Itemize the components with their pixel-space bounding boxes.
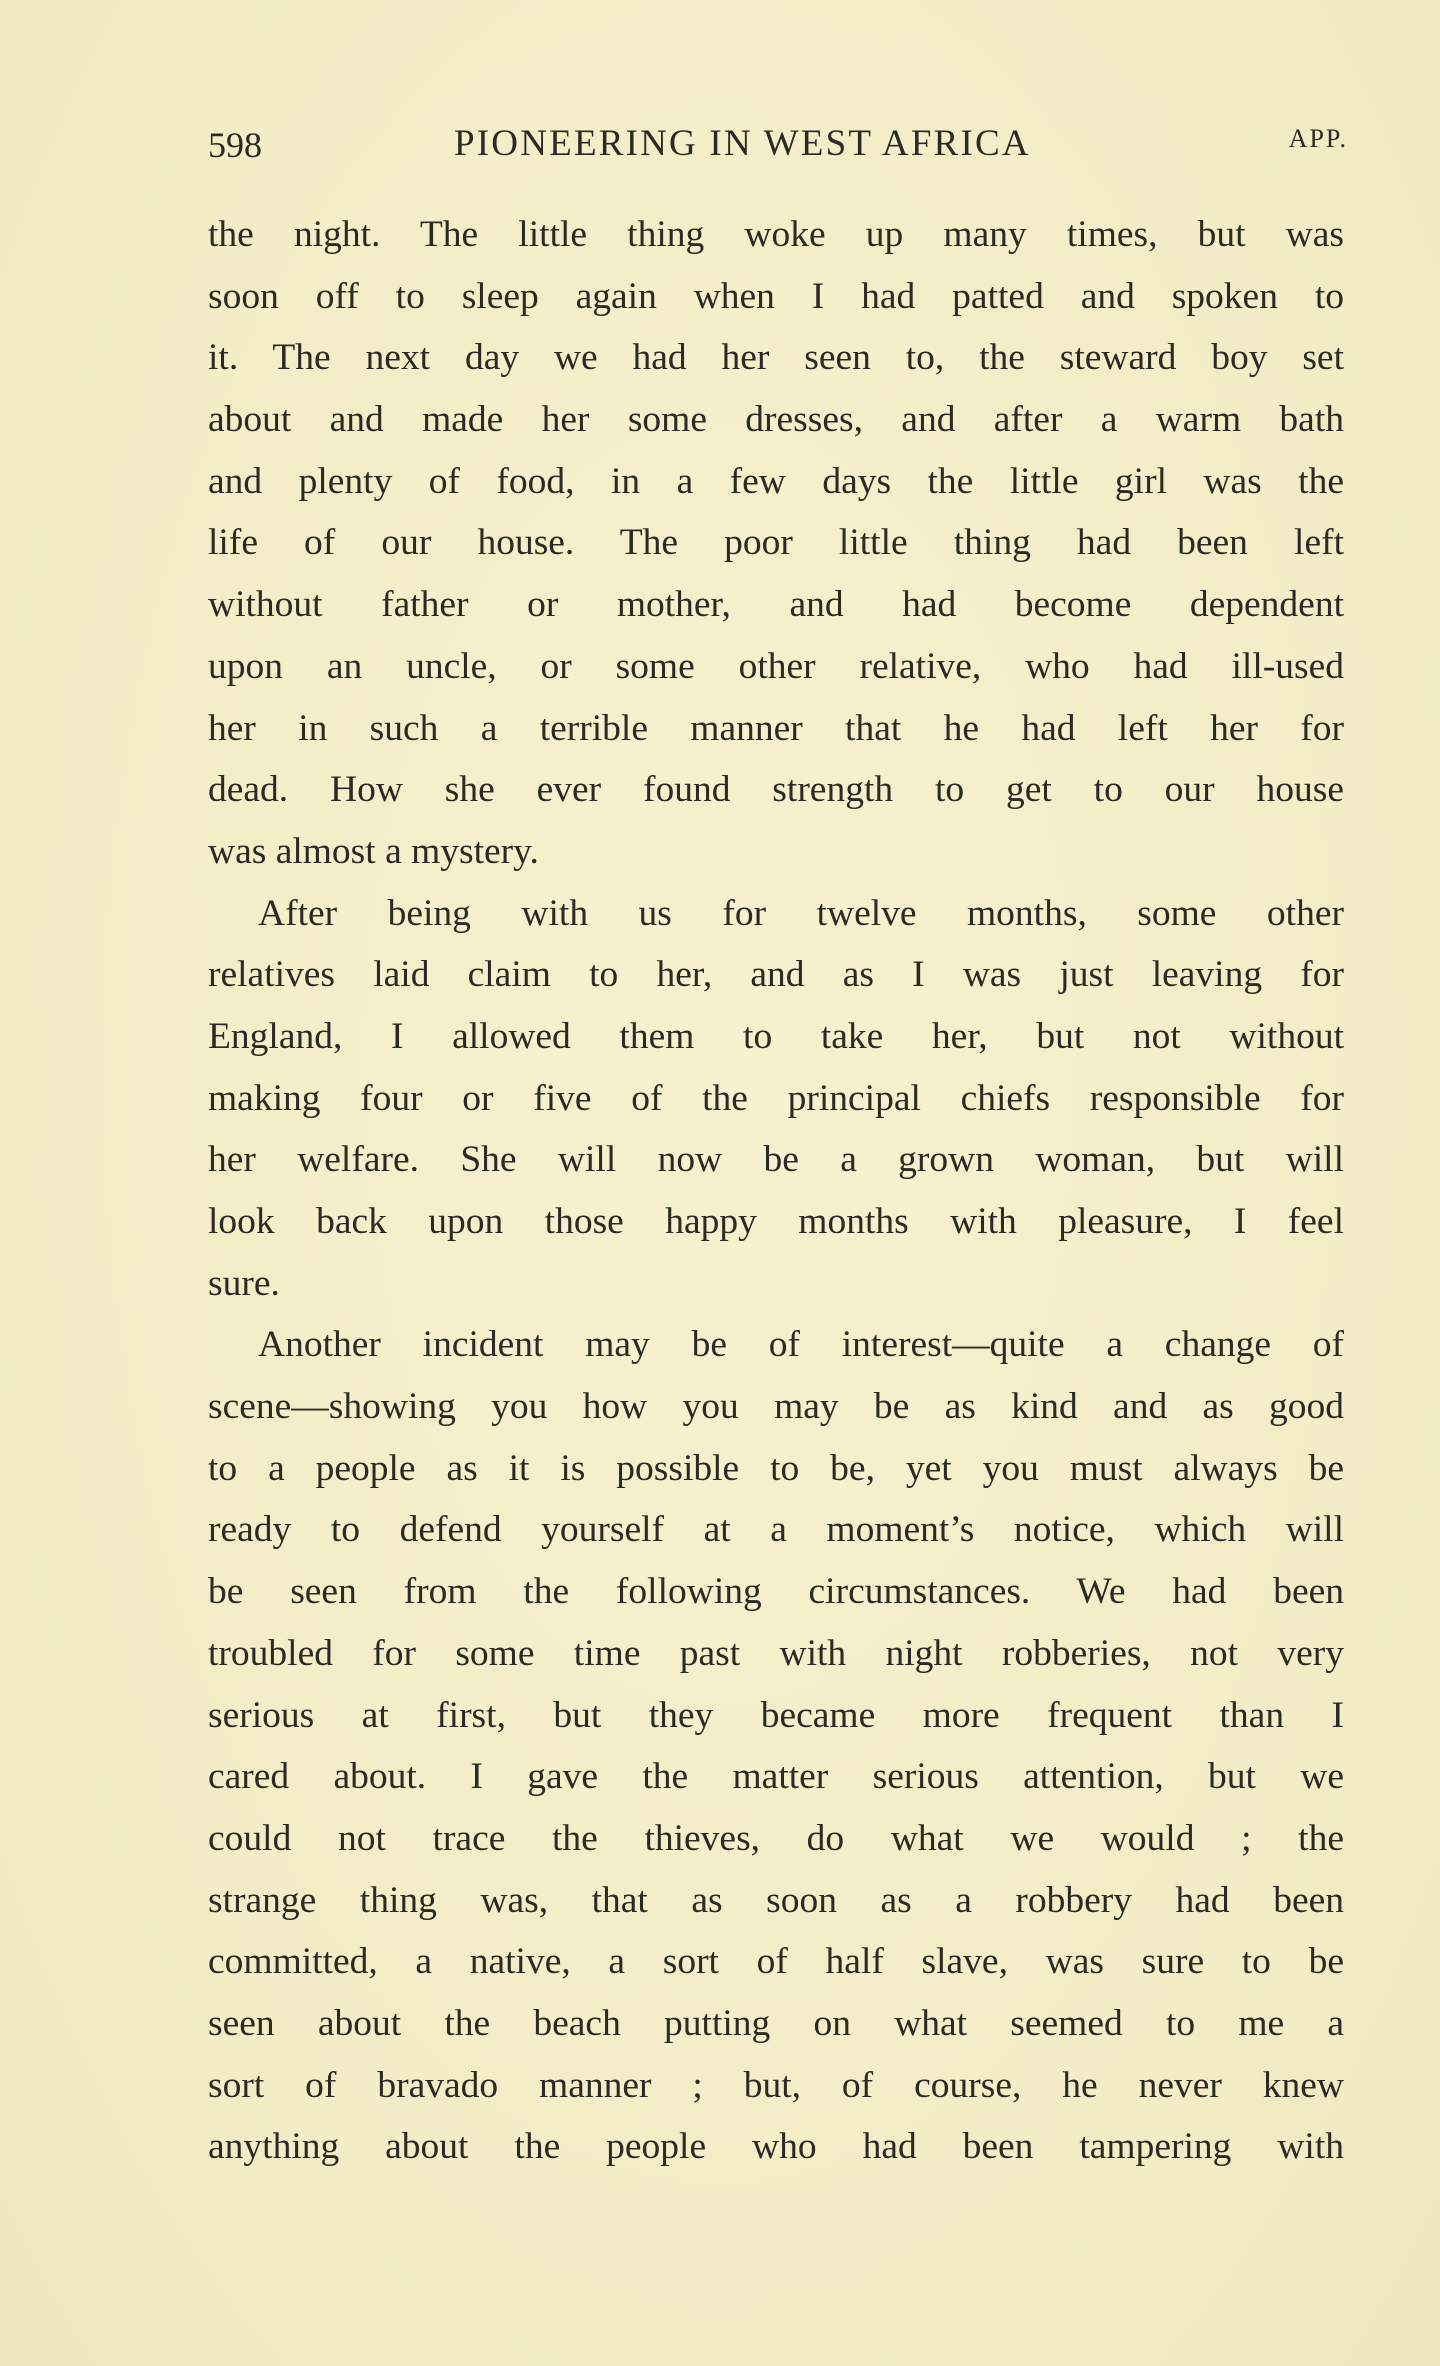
text-line: look back upon those happy months with pleasure, I feel: [208, 1201, 1344, 1242]
text-line: upon an uncle, or some other relative, who had ill-used: [208, 645, 1344, 687]
text-line: the night. The little thing woke up many times, but was: [208, 214, 1344, 255]
text-line: sure.: [208, 1262, 280, 1304]
text-line: dead. How she ever found strength to get to our house: [208, 769, 1344, 811]
running-head: [208, 118, 1348, 168]
text-line: soon off to sleep again when I had patted and spoken to: [208, 275, 1344, 317]
text-line: it. The next day we had her seen to, the steward boy set: [208, 337, 1344, 379]
text-line: anything about the people who had been tampering with: [208, 2126, 1344, 2168]
text-line: making four or five of the principal chiefs responsible for: [208, 1077, 1344, 1119]
text-line: sort of bravado manner ; but, of course, he never knew: [208, 2064, 1344, 2106]
text-line: was almost a mystery.: [208, 830, 539, 872]
text-line: ready to defend yourself at a moment’s notice, which will: [208, 1509, 1344, 1551]
text-line: life of our house. The poor little thing had been left: [208, 522, 1344, 564]
text-line: her welfare. She will now be a grown woman, but will: [208, 1139, 1344, 1181]
text-line: troubled for some time past with night robberies, not very: [208, 1632, 1344, 1674]
text-line: committed, a native, a sort of half slave, was sure to be: [208, 1941, 1344, 1983]
running-title: PIONEERING IN WEST AFRICA: [454, 123, 1031, 164]
text-line: Another incident may be of interest—quite a change of: [258, 1324, 1344, 1366]
text-line: After being with us for twelve months, some other: [258, 892, 1344, 934]
text-line: could not trace the thieves, do what we would ; the: [208, 1817, 1344, 1859]
text-line: about and made her some dresses, and after a warm bath: [208, 399, 1344, 441]
page-number: 598: [208, 125, 262, 165]
text-line: relatives laid claim to her, and as I was just leaving for: [208, 954, 1344, 996]
text-line: scene—showing you how you may be as kind and as good: [208, 1386, 1344, 1428]
text-line: seen about the beach putting on what seemed to me a: [208, 2002, 1344, 2044]
text-line: cared about. I gave the matter serious attention, but we: [208, 1756, 1344, 1798]
section-label: APP.: [1288, 124, 1348, 153]
text-line: without father or mother, and had become dependent: [208, 584, 1344, 626]
text-line: strange thing was, that as soon as a robbery had been: [208, 1879, 1344, 1921]
text-line: be seen from the following circumstances. We had been: [208, 1571, 1344, 1613]
text-line: England, I allowed them to take her, but not without: [208, 1015, 1344, 1057]
body-text: [208, 204, 1344, 2178]
text-line: and plenty of food, in a few days the little girl was the: [208, 460, 1344, 502]
text-line: to a people as it is possible to be, yet you must always be: [208, 1447, 1344, 1489]
text-line: her in such a terrible manner that he had left her for: [208, 707, 1344, 749]
text-line: serious at first, but they became more frequent than I: [208, 1694, 1344, 1736]
